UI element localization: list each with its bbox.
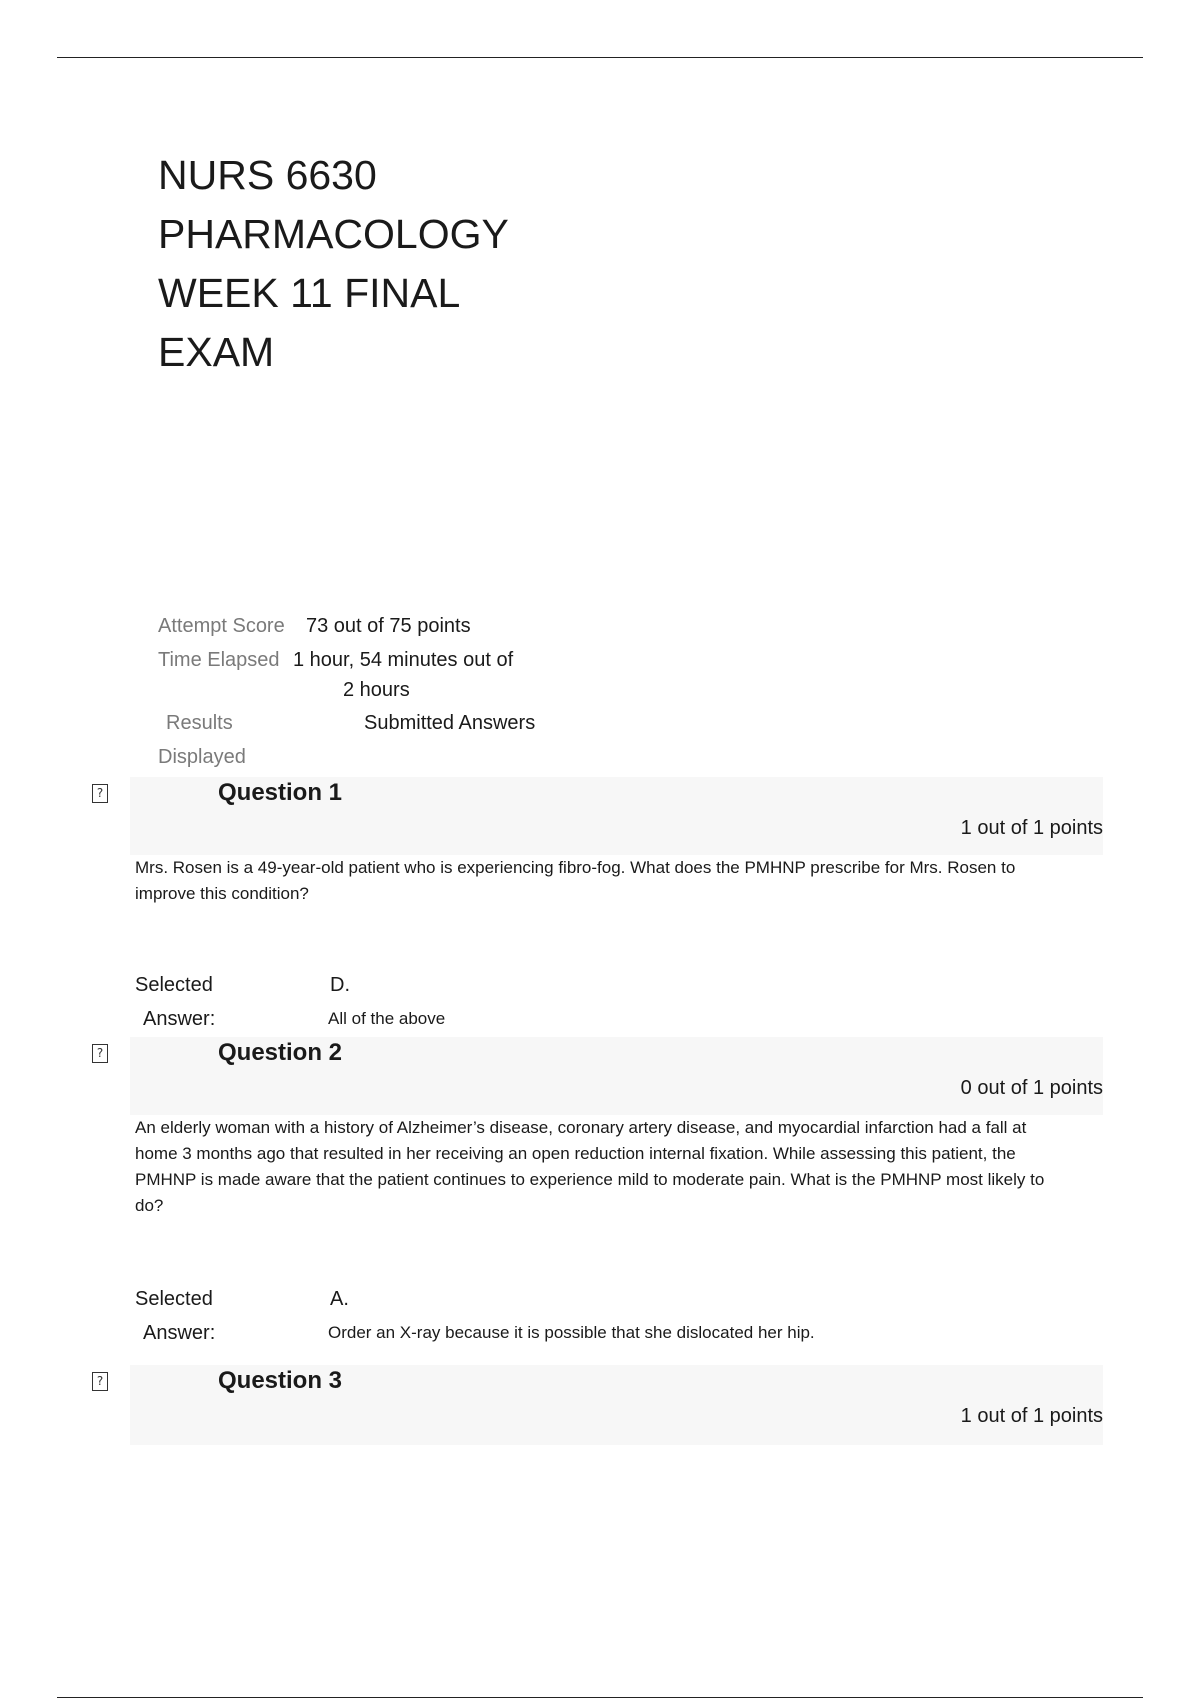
title-line-1: NURS 6630 <box>158 152 377 198</box>
question-1-text: Mrs. Rosen is a 49-year-old patient who is experiencing fibro-fog. What does the PMHNP prescribe for Mrs. Rosen to improve this condition? <box>135 858 1016 903</box>
question-1-answer-text: All of the above <box>328 1009 446 1028</box>
top-rule <box>57 57 1143 58</box>
question-1-answer-letter: D. <box>330 974 350 996</box>
time-elapsed-label: Time Elapsed <box>158 649 280 671</box>
time-elapsed-value: 1 hour, 54 minutes out of <box>293 649 514 671</box>
question-2-points: 0 out of 1 points <box>960 1077 1103 1099</box>
question-1-points: 1 out of 1 points <box>960 817 1103 839</box>
title-line-3: WEEK 11 FINAL <box>158 270 461 316</box>
time-elapsed-value-continued: 2 hours <box>343 679 410 701</box>
results-displayed-label-continued: Displayed <box>158 746 246 768</box>
question-3-points: 1 out of 1 points <box>960 1405 1103 1427</box>
attempt-score-label: Attempt Score <box>158 615 285 637</box>
title-line-2: PHARMACOLOGY <box>158 211 509 257</box>
question-1-answer-label: Answer: <box>143 1008 216 1030</box>
document-title <box>158 146 509 382</box>
question-2-answer-label: Answer: <box>143 1322 216 1344</box>
question-3-title: Question 3 <box>218 1367 343 1394</box>
question-status-icon: ? <box>92 1044 108 1063</box>
results-displayed-label: Results <box>166 712 233 734</box>
bottom-rule <box>57 1697 1143 1698</box>
question-status-icon: ? <box>92 1372 108 1391</box>
question-status-icon: ? <box>92 784 108 803</box>
question-2-text: An elderly woman with a history of Alzheimer’s disease, coronary artery disease, and myocardial infarction had a fall at home 3 months ago that resulted in her receiving an open reduction internal fixation. While assessing this patient, the PMHNP is made aware that the patient continues to experience mild to moderate pain. What is the PMHNP most likely to do? <box>135 1118 1045 1215</box>
question-1-title: Question 1 <box>218 779 343 806</box>
attempt-score-value: 73 out of 75 points <box>306 615 471 637</box>
question-2-answer-text: Order an X-ray because it is possible that she dislocated her hip. <box>328 1323 815 1342</box>
question-2-answer-letter: A. <box>330 1288 349 1310</box>
question-2-title: Question 2 <box>218 1039 343 1066</box>
title-line-4: EXAM <box>158 329 275 375</box>
results-displayed-value: Submitted Answers <box>364 712 536 734</box>
question-2-selected-label: Selected <box>135 1288 213 1310</box>
question-1-selected-label: Selected <box>135 974 213 996</box>
